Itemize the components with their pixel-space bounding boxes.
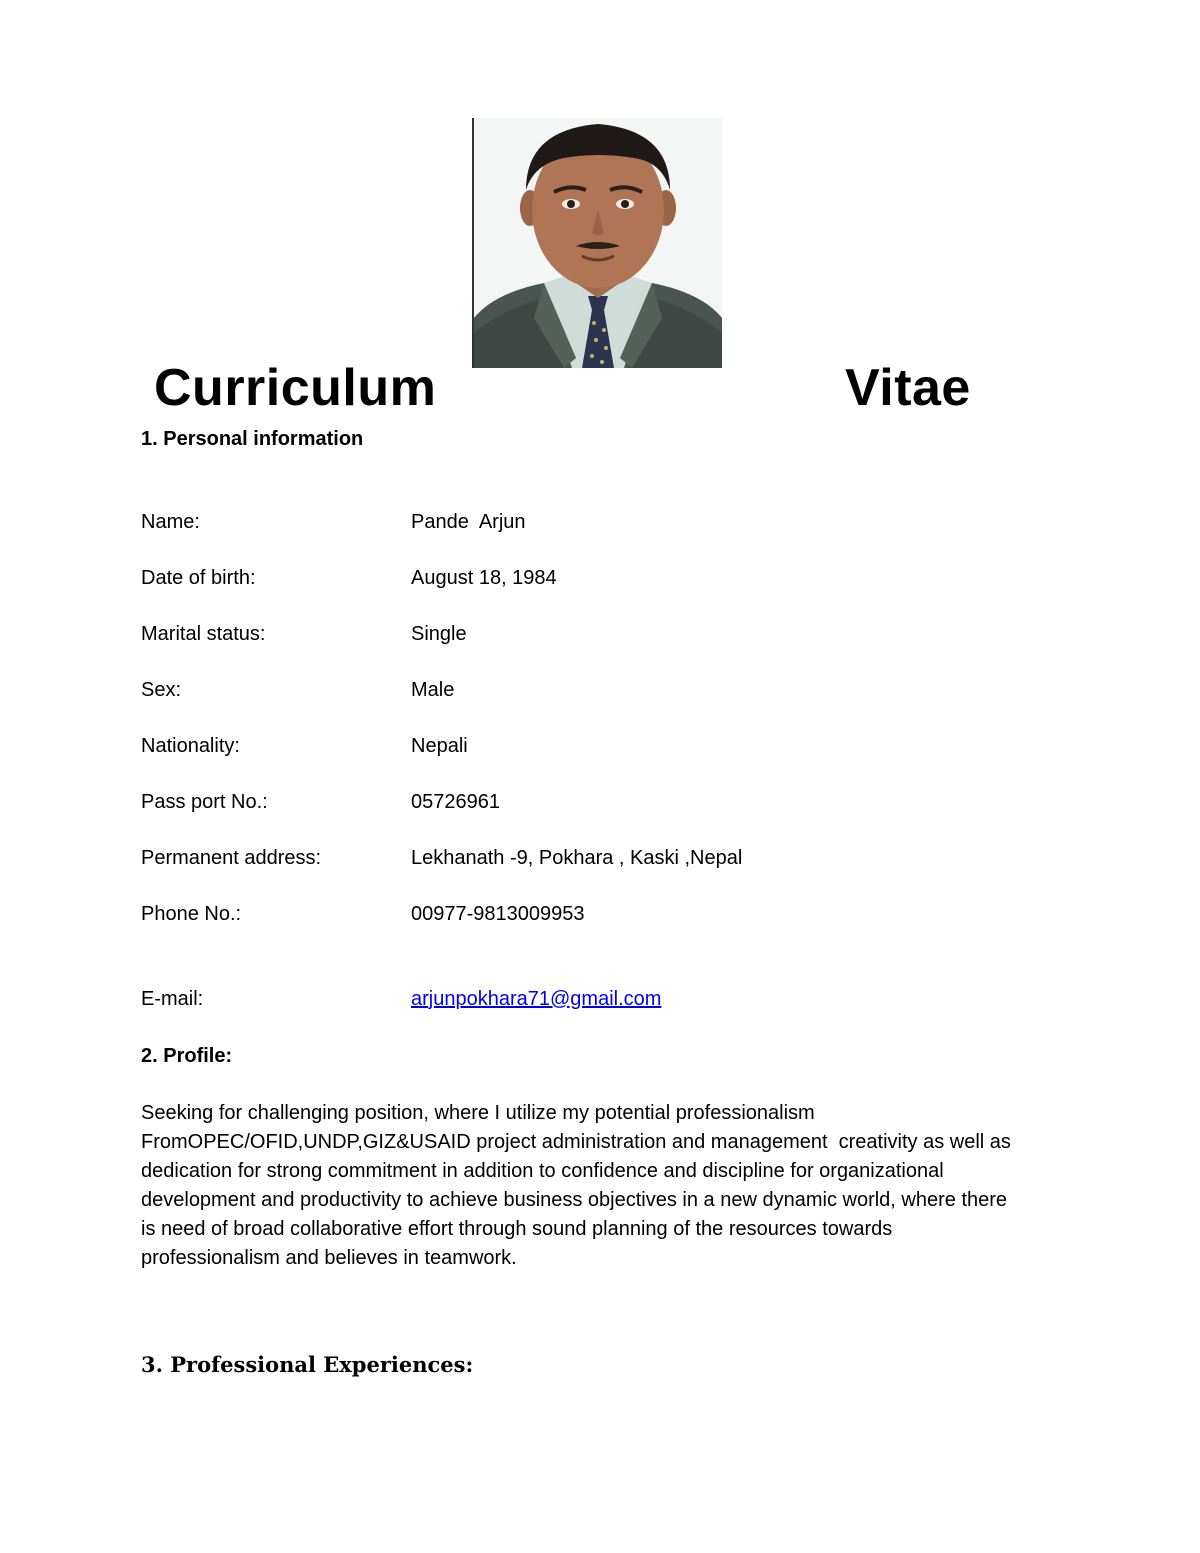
nationality-label: Nationality: <box>141 735 240 757</box>
cv-title-curriculum: Curriculum <box>154 359 437 417</box>
date-of-birth-value: August 18, 1984 <box>411 567 557 589</box>
phone-value: 00977-9813009953 <box>411 903 585 925</box>
name-value: Pande Arjun <box>411 511 526 533</box>
marital-status-value: Single <box>411 623 467 645</box>
profile-line: is need of broad collaborative effort through sound planning of the resources towards <box>141 1218 893 1240</box>
profile-line: dedication for strong commitment in addition to confidence and discipline for organizational <box>141 1160 944 1182</box>
profile-line: Seeking for challenging position, where I utilize my potential professionalism <box>141 1102 815 1124</box>
section-personal-information-heading: 1. Personal information <box>141 428 364 450</box>
sex-label: Sex: <box>141 679 182 701</box>
section-professional-experiences-heading: 3. Professional Experiences: <box>141 1352 474 1377</box>
sex-value: Male <box>411 679 455 701</box>
profile-paragraph <box>141 1099 1101 1273</box>
date-of-birth-label: Date of birth: <box>141 567 256 589</box>
portrait-icon <box>474 118 722 368</box>
marital-status-label: Marital status: <box>141 623 266 645</box>
profile-line: development and productivity to achieve business objectives in a new dynamic world, where there <box>141 1189 1008 1211</box>
section-profile-heading: 2. Profile: <box>141 1045 233 1067</box>
portrait-photo <box>472 118 722 368</box>
nationality-value: Nepali <box>411 735 468 757</box>
passport-label: Pass port No.: <box>141 791 268 813</box>
profile-line: FromOPEC/OFID,UNDP,GIZ&USAID project administration and management creativity as well as <box>141 1131 1011 1153</box>
email-link[interactable]: arjunpokhara71@gmail.com <box>411 988 662 1010</box>
permanent-address-label: Permanent address: <box>141 847 322 869</box>
profile-line: professionalism and believes in teamwork. <box>141 1247 517 1269</box>
email-label: E-mail: <box>141 988 204 1010</box>
phone-label: Phone No.: <box>141 903 242 925</box>
name-label: Name: <box>141 511 200 533</box>
permanent-address-value: Lekhanath -9, Pokhara , Kaski ,Nepal <box>411 847 743 869</box>
passport-value: 05726961 <box>411 791 500 813</box>
cv-title-vitae: Vitae <box>845 359 971 417</box>
